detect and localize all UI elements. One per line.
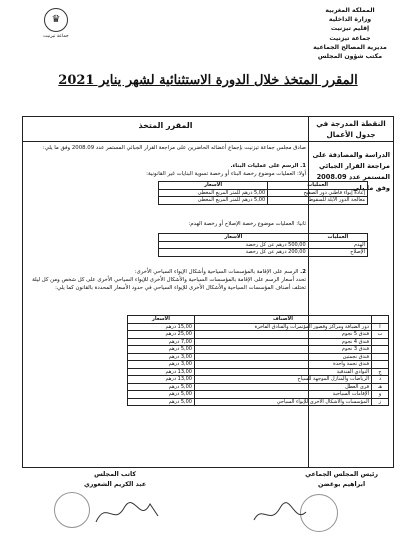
table-row — [128, 376, 389, 384]
table-row — [128, 398, 389, 406]
item1-subtitle: أولا: العمليات موضوع رخصة البناء أو رخصة تسوية البنايات غير القانونية: — [146, 171, 306, 177]
header-line: وزارة الداخلية — [328, 16, 372, 24]
table-cell: المؤسسات والأشكال الأخرى للإيواء السياحي — [195, 398, 372, 406]
crown-emblem-icon: ♛ — [44, 8, 68, 32]
decision-column-header: المقرر المتخذ — [138, 121, 193, 130]
header-line: المملكة المغربية — [325, 7, 375, 14]
row-letter: أ — [372, 323, 389, 331]
item1-heading — [27, 163, 306, 171]
table-cell: الهدم — [308, 241, 367, 249]
table-row — [128, 383, 389, 391]
table-cell: 5,00 درهم — [128, 398, 195, 406]
item2-number: 2. — [300, 269, 306, 275]
table-cell: إعادة إيواء قاطني دور الصفيح — [268, 189, 368, 197]
table-cell: 5,00 درهم للمتر المربع المغطى — [159, 197, 268, 205]
table-cell: 15,00 درهم — [128, 323, 195, 331]
secretary-title: كاتب المجلس — [94, 471, 137, 478]
table-row — [159, 197, 368, 205]
table-row — [128, 368, 389, 376]
table-header-letter — [372, 316, 389, 324]
secretary-signature-block — [84, 470, 146, 490]
item2-title: الرسم على الإقامة بالمؤسسات السياحية وأشكال الإيواء السياحي الأخرى: — [134, 269, 299, 275]
header-line: مكتب شؤون المجلس — [317, 53, 383, 61]
header-line: إقليم تيزنيت — [330, 25, 370, 33]
table-row — [128, 391, 389, 399]
decision-intro: صادق مجلس جماعة تيزنيت بإجماع أعضائه الحاضرين على مراجعة القرار الجبائي المستمر عدد 2008.09 وفق ما يلي: — [42, 145, 306, 151]
table-cell: الرياضات والمنازل الموجهة للسياح — [195, 376, 372, 384]
table-header: الأسعار — [159, 234, 309, 242]
logo-text: جماعة تيزنيت — [43, 34, 69, 39]
table-cell: معالجة الدور الآيلة للسقوط — [268, 197, 368, 205]
table-row — [159, 249, 368, 257]
agenda-column-header: النقطة المدرجة في جدول الأعمال — [316, 119, 386, 139]
table-header: العمليات — [308, 234, 367, 242]
signature-scribble-icon — [250, 498, 310, 530]
table-cell: فندق 3 نجوم — [195, 346, 372, 354]
table-cell: 5,00 درهم — [128, 391, 195, 399]
table-row — [128, 323, 389, 331]
decision-frame — [22, 116, 394, 468]
table-row — [128, 346, 389, 354]
president-title: رئيس المجلس الجماعي — [305, 471, 378, 478]
table-header: الأسعار — [159, 182, 268, 190]
table-row — [128, 338, 389, 346]
table-cell: فندق نجمة واحدة — [195, 361, 372, 369]
item2-heading — [27, 269, 306, 277]
row-letter: هـ — [372, 383, 389, 391]
president-signature-block — [305, 470, 378, 490]
president-name: ابراهيم بوغضن — [317, 481, 366, 488]
table-row — [128, 331, 389, 339]
official-stamp-icon — [54, 492, 90, 528]
table-cell: الإصلاح — [308, 249, 367, 257]
secretary-name: عبد الكريم الشعوري — [84, 481, 147, 488]
table-cell: دور الضيافة ومراكز وقصور المؤتمرات والفنادق الفاخرة — [195, 323, 372, 331]
municipality-logo — [28, 8, 84, 52]
item1-subtitle-2: ثانيا: العمليات موضوع رخصة الإصلاح أو رخصة الهدم: — [188, 221, 306, 227]
table-row — [128, 353, 389, 361]
table-cell: فندق 4 نجوم — [195, 338, 372, 346]
row-letter: ز — [372, 398, 389, 406]
table-cell: 3,00 درهم — [128, 361, 195, 369]
row-letter — [372, 361, 389, 369]
table-cell: 5,00 درهم — [128, 346, 195, 354]
table-cell: قرى العطل — [195, 383, 372, 391]
table-tourist-tax — [127, 315, 389, 406]
table-row — [159, 189, 368, 197]
table-cell: 3,00 درهم — [128, 353, 195, 361]
table-cell: 5,00 درهم — [128, 383, 195, 391]
table-header: العمليات — [268, 182, 368, 190]
table-row — [128, 361, 389, 369]
table-header: الأصناف — [195, 316, 372, 324]
header-line: مديرية المصالح الجماعية — [313, 43, 387, 51]
table-cell: 500,00 درهم عن كل رخصة — [159, 241, 309, 249]
item2-body: تحدد أسعار الرسم على الإقامة بالمؤسسات السياحية والأشكال الأخرى للإيواء السياحي الأخرى على كل شخص ومن كل ليلة تختلف أصناف المؤسسات السياحية والأشكال الأخرى للإيواء السياحي في حدود الأسعار المحددة بالقانون كما يلي: — [32, 277, 306, 291]
table-cell: الإقامات السياحية — [195, 391, 372, 399]
institution-header — [296, 6, 404, 61]
item1-title: الرسم على عمليات البناء. — [230, 163, 299, 169]
row-letter: ج — [372, 368, 389, 376]
agenda-item: الدراسة والمصادقة على مراجعة القرار الجبائي المستمر عدد 2008.09 وفق ما يلي — [312, 151, 390, 192]
table-repair-demolition — [158, 233, 368, 257]
signature-scribble-icon — [92, 496, 162, 530]
table-header: الأسعار — [128, 316, 195, 324]
row-letter — [372, 338, 389, 346]
row-letter — [372, 353, 389, 361]
header-line: جماعة تيزنيت — [329, 34, 371, 42]
column-divider — [308, 117, 309, 467]
row-letter: د — [372, 376, 389, 384]
table-cell: 7,00 درهم — [128, 338, 195, 346]
table-cell: النوادي الفندقية — [195, 368, 372, 376]
row-letter — [372, 346, 389, 354]
table-cell: 200,00 درهم عن كل رخصة — [159, 249, 309, 257]
table-row — [159, 241, 368, 249]
table-cell: 25,00 درهم — [128, 331, 195, 339]
table-cell: 13,00 درهم — [128, 376, 195, 384]
table-cell: 13,00 درهم — [128, 368, 195, 376]
row-letter: ب — [372, 331, 389, 339]
table-cell: فندق 5 نجوم — [195, 331, 372, 339]
item1-number: 1. — [300, 163, 306, 169]
document-title: المقرر المتخذ خلال الدورة الاستثنائية لشهر يناير 2021 — [58, 73, 358, 88]
row-letter: و — [372, 391, 389, 399]
table-cell: فندق نجمتين — [195, 353, 372, 361]
header-separator — [23, 141, 393, 142]
table-construction-operations — [158, 181, 368, 205]
table-cell: 5,00 درهم للمتر المربع المغطى — [159, 189, 268, 197]
